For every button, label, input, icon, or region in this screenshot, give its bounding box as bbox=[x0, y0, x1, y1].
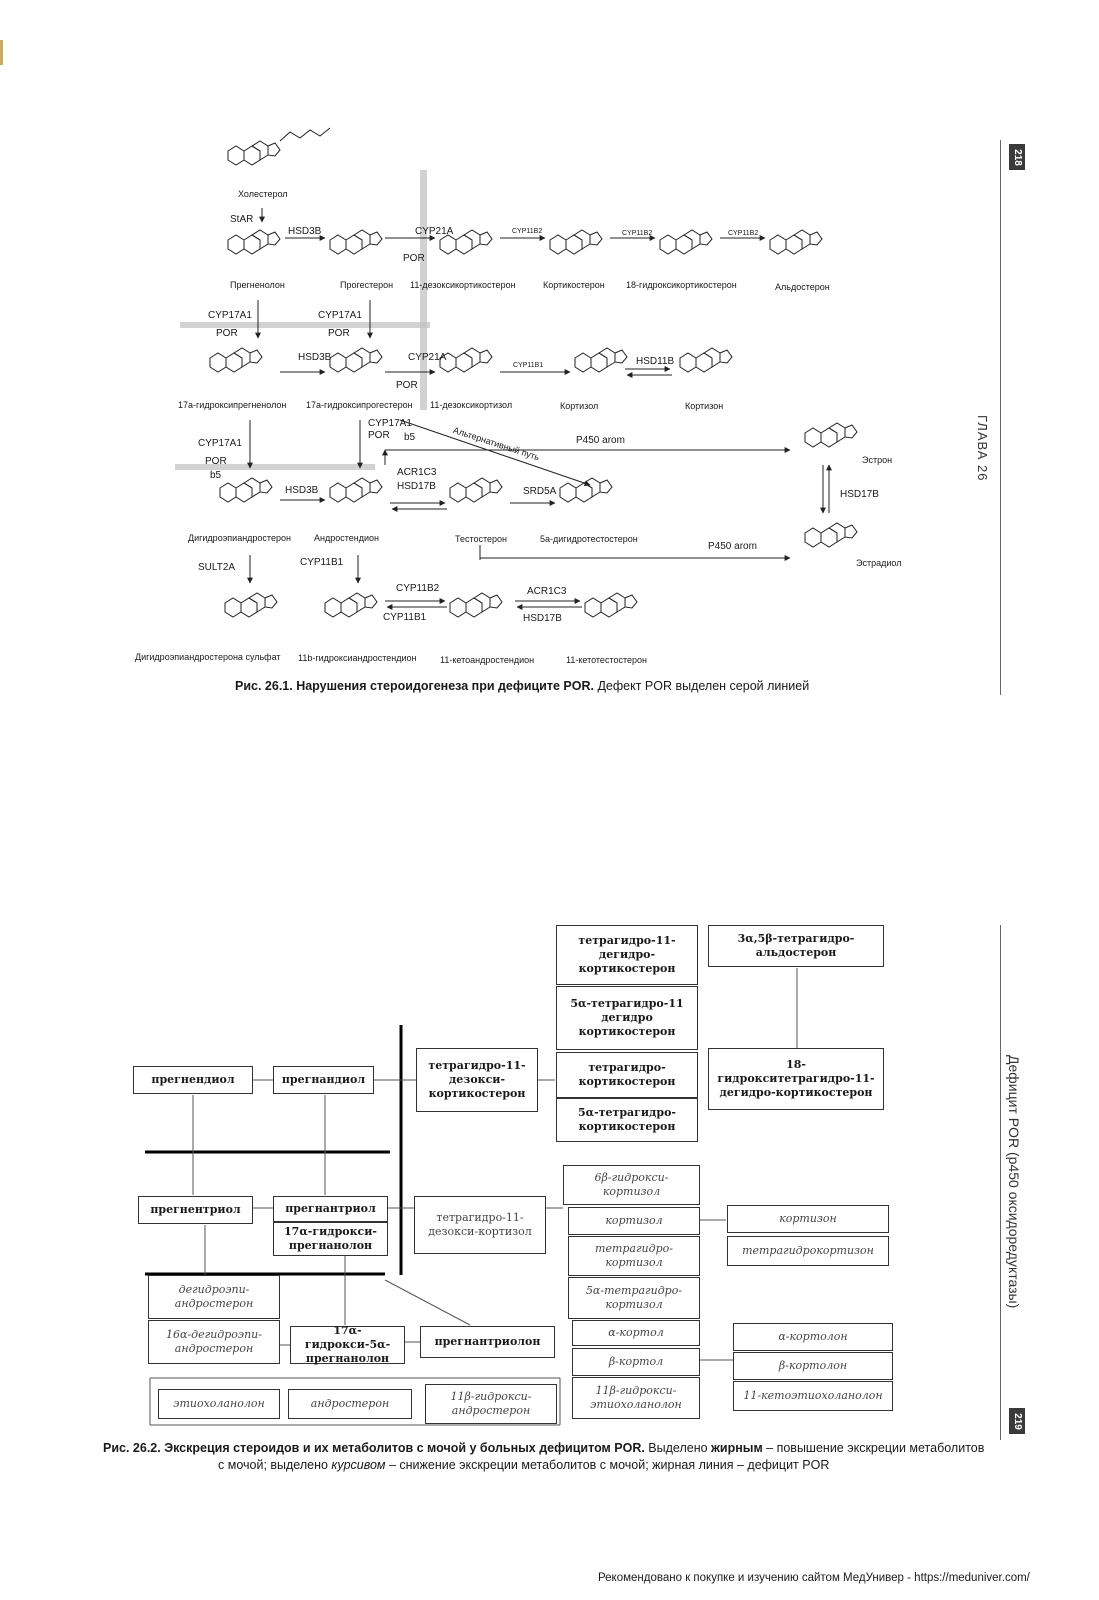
box-cortisol: кортизол bbox=[568, 1207, 700, 1235]
alt-pathway-label: Альтернативный путь bbox=[451, 425, 541, 463]
enzyme-p450arom-2: P450 arom bbox=[708, 541, 757, 552]
enzyme-por-5: POR bbox=[205, 456, 227, 467]
footer-text: Рекомендовано к покупке и изучению сайтом МедУнивер - https://meduniver.com/ bbox=[598, 1572, 1030, 1584]
box-11b-oh-etiocholanolone: 11β-гидрокси-этиохоланолон bbox=[572, 1377, 700, 1419]
caption-2-italic-word: курсивом bbox=[331, 1458, 386, 1472]
label-pregnenolone: Прегненолон bbox=[230, 280, 285, 290]
box-pregnanetriol: прегнантриол bbox=[273, 1196, 388, 1222]
enzyme-cyp11b1-1: CYP11B1 bbox=[513, 362, 544, 369]
caption-1-title: Рис. 26.1. Нарушения стероидогенеза при дефиците POR. bbox=[235, 679, 594, 693]
label-dht: 5а-дигидротестостерон bbox=[540, 534, 638, 544]
caption-2-text-d: – снижение экскреции метаболитов с мочой; жирная линия – дефицит POR bbox=[385, 1458, 830, 1472]
box-17oh-pregnanolone: 17α-гидрокси-прегнанолон bbox=[273, 1222, 388, 1256]
caption-2-text-c: с мочой; выделено bbox=[218, 1458, 332, 1472]
enzyme-cyp17a1-1: CYP17A1 bbox=[208, 310, 252, 321]
enzyme-por-6: POR bbox=[368, 430, 390, 441]
enzyme-cyp11b2-4: CYP11B2 bbox=[396, 583, 440, 594]
box-16a-dhea: 16α-дегидроэпи-андростерон bbox=[148, 1320, 280, 1364]
enzyme-hsd17b-2: HSD17B bbox=[523, 613, 562, 624]
box-thdoc: тетрагидро-11-дезокси-кортикостерон bbox=[416, 1048, 538, 1112]
box-5a-th-dehydrocorticosterone: 5α-тетрагидро-11 дегидро кортикостерон bbox=[556, 986, 698, 1050]
enzyme-por-1: POR bbox=[403, 253, 425, 264]
enzyme-star: StAR bbox=[230, 214, 254, 225]
label-estrone: Эстрон bbox=[862, 455, 893, 465]
enzyme-b5-1: b5 bbox=[210, 470, 222, 481]
box-pregnanediol: прегнандиол bbox=[273, 1066, 374, 1094]
label-cortisone: Кортизон bbox=[685, 401, 724, 411]
enzyme-cyp17a1-4: CYP17A1 bbox=[368, 418, 412, 429]
enzyme-por-3: POR bbox=[328, 328, 350, 339]
label-dhea: Дигидроэпиандростерон bbox=[188, 533, 291, 543]
enzyme-srd5a: SRD5A bbox=[523, 486, 557, 497]
caption-1-text: Дефект POR выделен серой линией bbox=[593, 679, 810, 693]
box-pregnanetriolone: прегнантриолон bbox=[420, 1326, 555, 1358]
box-b-cortolone: β-кортолон bbox=[733, 1352, 893, 1380]
enzyme-cyp11b2-2: CYP11B2 bbox=[622, 230, 653, 237]
enzyme-cyp21a-2: CYP21A bbox=[408, 352, 447, 363]
label-estradiol: Эстрадиол bbox=[856, 558, 902, 568]
enzyme-b5-2: b5 bbox=[404, 432, 416, 443]
box-11-keto-etiocholanolone: 11-кетоэтиохоланолон bbox=[733, 1381, 893, 1411]
label-cortisol: Кортизол bbox=[560, 401, 599, 411]
enzyme-cyp11b1-3: CYP11B1 bbox=[383, 612, 427, 623]
label-progesterone: Прогестерон bbox=[340, 280, 394, 290]
caption-2-text-b: – повышение экскреции метаболитов bbox=[762, 1441, 985, 1455]
box-b-cortol: β-кортол bbox=[572, 1348, 700, 1376]
enzyme-hsd17b-estro: HSD17B bbox=[840, 489, 879, 500]
enzyme-por-4: POR bbox=[396, 380, 418, 391]
page-number-bottom: 219 bbox=[1009, 1408, 1025, 1434]
enzyme-hsd3b-3: HSD3B bbox=[285, 485, 319, 496]
label-cholesterol: Холестерол bbox=[238, 189, 288, 199]
caption-2-text-a: Выделено bbox=[644, 1441, 712, 1455]
box-th-corticosterone: тетрагидро-кортикостерон bbox=[556, 1052, 698, 1098]
enzyme-cyp21a-1: CYP21A bbox=[415, 226, 454, 237]
enzyme-cyp11b2-1: CYP11B2 bbox=[512, 228, 543, 235]
box-5a-th-cortisol: 5α-тетрагидро-кортизол bbox=[568, 1277, 700, 1319]
enzyme-hsd11b: HSD11B bbox=[636, 356, 675, 367]
caption-2-bold-word: жирным bbox=[711, 1441, 763, 1455]
enzyme-por-2: POR bbox=[216, 328, 238, 339]
box-pregnenetriol: прегнентриол bbox=[138, 1196, 253, 1224]
label-18-oh-corticosterone: 18-гидроксикортикостерон bbox=[626, 280, 737, 290]
label-androstenedione: Андростендион bbox=[314, 533, 379, 543]
running-title: Дефицит POR (p450 оксидоредуктазы) bbox=[1006, 1055, 1022, 1309]
box-a-cortol: α-кортол bbox=[572, 1320, 700, 1346]
enzyme-hsd17b-1: HSD17B bbox=[397, 481, 436, 492]
box-cortisone: кортизон bbox=[727, 1205, 889, 1233]
enzyme-acr1c3-1: ACR1C3 bbox=[397, 467, 437, 478]
label-11-keto-testosterone: 11-кетотестостерон bbox=[566, 655, 647, 665]
box-18oh-th-dehydrocorticosterone: 18-гидрокситетрагидро-11-дегидро-кортикостерон bbox=[708, 1048, 884, 1110]
box-th-dehydrocorticosterone: тетрагидро-11-дегидро-кортикостерон bbox=[556, 925, 698, 985]
chapter-label: ГЛАВА 26 bbox=[975, 415, 990, 482]
enzyme-acr1c3-2: ACR1C3 bbox=[527, 586, 567, 597]
box-6b-oh-cortisol: 6β-гидрокси-кортизол bbox=[563, 1165, 700, 1205]
enzyme-hsd3b-1: HSD3B bbox=[288, 226, 322, 237]
box-th-cortisol: тетрагидро-кортизол bbox=[568, 1236, 700, 1276]
figure-26-2-caption-line2 bbox=[218, 1458, 829, 1472]
box-5a-th-corticosterone: 5α-тетрагидро-кортикостерон bbox=[556, 1098, 698, 1142]
label-17oh-pregnenolone: 17а-гидроксипрегненолон bbox=[178, 400, 287, 410]
box-th-aldosterone: 3α,5β-тетрагидро-альдостерон bbox=[708, 925, 884, 967]
enzyme-sult2a: SULT2A bbox=[198, 562, 236, 573]
enzyme-cyp11b1-2: CYP11B1 bbox=[300, 557, 344, 568]
label-11b-oh-androstenedione: 11b-гидроксиандростендион bbox=[298, 653, 417, 663]
label-dheas: Дигидроэпиандростерона сульфат bbox=[135, 652, 281, 662]
label-11-keto-androstenedione: 11-кетоандростендион bbox=[440, 655, 535, 665]
page-number-top: 218 bbox=[1009, 144, 1025, 170]
box-th-cortisone: тетрагидрокортизон bbox=[727, 1236, 889, 1266]
box-etiocholanolone: этиохоланолон bbox=[158, 1389, 280, 1419]
label-corticosterone: Кортикостерон bbox=[543, 280, 605, 290]
box-androsterone: андростерон bbox=[288, 1389, 412, 1419]
box-dhea: дегидроэпи-андростерон bbox=[148, 1275, 280, 1319]
caption-2-title: Рис. 26.2. Экскреция стероидов и их метаболитов с мочой у больных дефицитом POR. bbox=[103, 1441, 645, 1455]
figure-26-2-caption-line1 bbox=[103, 1441, 984, 1455]
box-17oh-5a-pregnanolone: 17α-гидрокси-5α-прегнанолон bbox=[290, 1326, 405, 1364]
enzyme-cyp11b2-3: CYP11B2 bbox=[728, 230, 759, 237]
enzyme-cyp17a1-3: CYP17A1 bbox=[198, 438, 242, 449]
box-th-deoxycortisol: тетрагидро-11-дезокси-кортизол bbox=[414, 1196, 546, 1254]
label-testosterone: Тестостерон bbox=[455, 534, 508, 544]
label-aldosterone: Альдостерон bbox=[775, 282, 830, 292]
label-11-deoxycortisol: 11-дезоксикортизол bbox=[430, 400, 513, 410]
enzyme-hsd3b-2: HSD3B bbox=[298, 352, 332, 363]
box-a-cortolone: α-кортолон bbox=[733, 1323, 893, 1351]
label-doc: 11-дезоксикортикостерон bbox=[410, 280, 516, 290]
box-pregnenediol: прегнендиол bbox=[133, 1066, 253, 1094]
enzyme-p450arom-1: P450 arom bbox=[576, 435, 625, 446]
label-17oh-progesterone: 17а-гидроксипрогестерон bbox=[306, 400, 413, 410]
box-11b-oh-androsterone: 11β-гидрокси-андростерон bbox=[425, 1384, 557, 1424]
enzyme-cyp17a1-2: CYP17A1 bbox=[318, 310, 362, 321]
